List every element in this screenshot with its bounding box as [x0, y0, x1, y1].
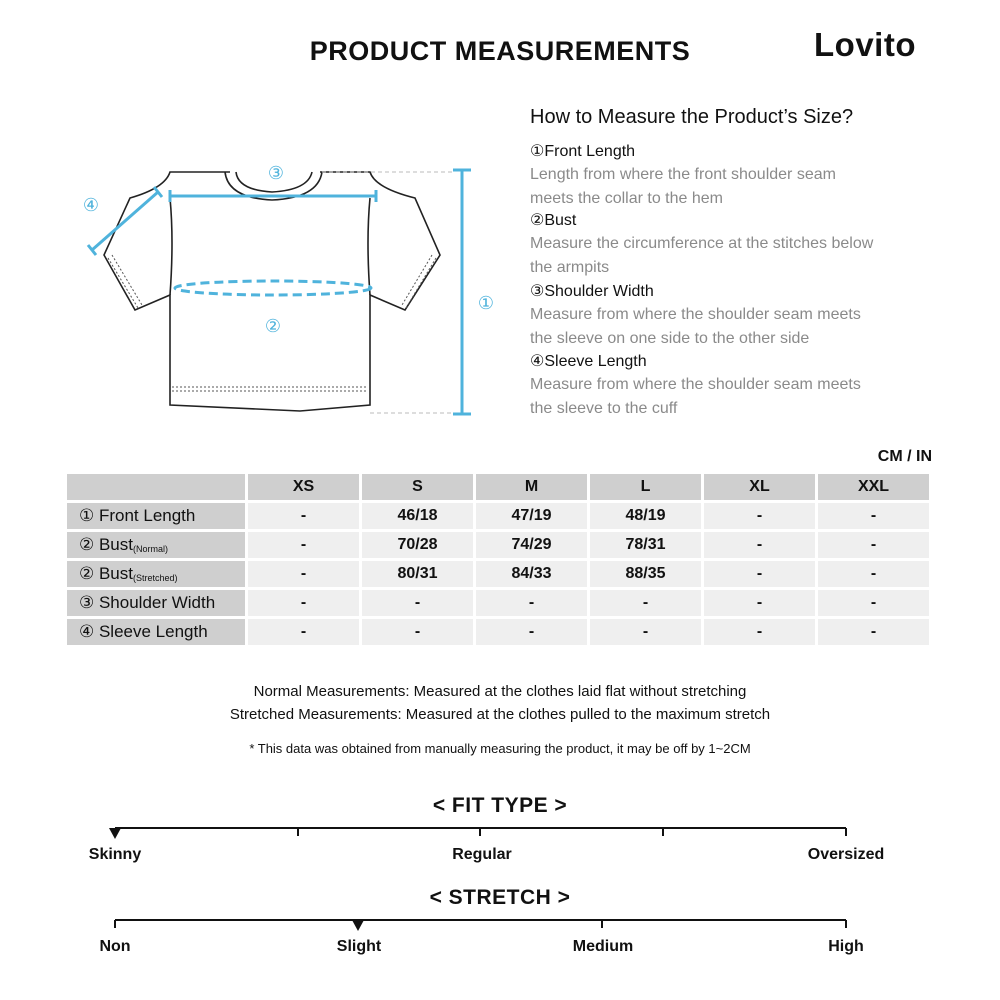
size-header: L — [590, 474, 701, 500]
guide-heading: ③Shoulder Width — [530, 283, 654, 300]
table-cell: - — [818, 532, 929, 558]
table-row — [67, 561, 929, 587]
table-cell: - — [818, 590, 929, 616]
table-cell: - — [248, 503, 359, 529]
guide-desc: the sleeve on one side to the other side — [530, 329, 810, 347]
table-cell: - — [704, 532, 815, 558]
table-cell: 46/18 — [362, 503, 473, 529]
stretch-title: < STRETCH > — [429, 886, 571, 909]
guide-desc: the armpits — [530, 258, 610, 276]
table-cell: - — [590, 590, 701, 616]
note-normal: Normal Measurements: Measured at the clothes laid flat without stretching — [253, 683, 747, 700]
row-label: ② Bust$_{(Stretched)}$ — [67, 561, 245, 587]
page-title: PRODUCT MEASUREMENTS — [309, 36, 691, 66]
table-cell: 48/19 — [590, 503, 701, 529]
guide-item-sleeve-length — [530, 351, 930, 420]
label-sleeve: ④ — [82, 195, 100, 215]
table-cell: - — [476, 590, 587, 616]
table-header-row — [67, 474, 929, 500]
table-cell: 74/29 — [476, 532, 587, 558]
table-cell: - — [704, 561, 815, 587]
brand-logo: Lovito — [814, 26, 916, 63]
table-cell: - — [818, 619, 929, 645]
measure-lines — [88, 170, 471, 414]
note-stretched: Stretched Measurements: Measured at the clothes pulled to the maximum stretch — [229, 706, 771, 723]
guide-desc: the sleeve to the cuff — [530, 399, 678, 417]
fit-label-skinny: Skinny — [88, 846, 142, 863]
size-header: XS — [248, 474, 359, 500]
guide-heading: ②Bust — [530, 212, 577, 229]
table-cell: - — [248, 561, 359, 587]
guide-item-shoulder-width — [530, 281, 930, 350]
stretch-label-high: High — [828, 938, 864, 955]
guide-title: How to Measure the Product’s Size? — [530, 106, 854, 128]
row-label: ② Bust$_{(Normal)}$ — [67, 532, 245, 558]
table-cell: - — [248, 590, 359, 616]
tshirt-outline — [104, 172, 440, 411]
stretch-label-medium: Medium — [572, 938, 634, 955]
stretch-label-slight: Slight — [336, 938, 382, 955]
table-cell: - — [704, 619, 815, 645]
table-row — [67, 590, 929, 616]
guide-item-bust — [530, 210, 930, 279]
table-cell: 78/31 — [590, 532, 701, 558]
guide-heading: ①Front Length — [530, 143, 636, 160]
units-label: CM / IN — [877, 448, 932, 465]
table-cell: 47/19 — [476, 503, 587, 529]
table-row — [67, 619, 929, 645]
label-front-length: ① — [477, 293, 495, 313]
size-header: XL — [704, 474, 815, 500]
guide-desc: meets the collar to the hem — [530, 189, 723, 207]
label-shoulder: ③ — [267, 163, 285, 183]
row-label: ④ Sleeve Length — [67, 619, 245, 645]
fit-type-title: < FIT TYPE > — [432, 794, 568, 817]
guide-heading: ④Sleeve Length — [530, 353, 647, 370]
fit-type-scale — [100, 820, 860, 844]
size-table — [64, 471, 932, 648]
table-cell: - — [362, 590, 473, 616]
table-cell: - — [476, 619, 587, 645]
table-cell: - — [818, 503, 929, 529]
guide-desc: Measure from where the shoulder seam meets — [530, 306, 861, 323]
table-cell: - — [704, 503, 815, 529]
table-row — [67, 532, 929, 558]
fit-label-regular: Regular — [452, 846, 512, 863]
guide-desc: Measure the circumference at the stitches below — [530, 235, 874, 252]
table-cell: - — [818, 561, 929, 587]
tshirt-diagram — [70, 150, 520, 430]
size-header: XXL — [818, 474, 929, 500]
guide-item-front-length — [530, 141, 930, 210]
size-header: M — [476, 474, 587, 500]
table-cell: 80/31 — [362, 561, 473, 587]
table-cell: - — [248, 532, 359, 558]
table-row — [67, 503, 929, 529]
row-label: ① Front Length — [67, 503, 245, 529]
table-cell: 88/35 — [590, 561, 701, 587]
fit-selected-marker — [109, 828, 121, 839]
label-bust: ② — [264, 316, 282, 336]
row-label: ③ Shoulder Width — [67, 590, 245, 616]
table-cell: - — [590, 619, 701, 645]
disclaimer: * This data was obtained from manually measuring the product, it may be off by 1~2CM — [249, 741, 751, 756]
table-cell: - — [704, 590, 815, 616]
table-cell: 84/33 — [476, 561, 587, 587]
table-cell: - — [362, 619, 473, 645]
table-cell: 70/28 — [362, 532, 473, 558]
stretch-label-non: Non — [99, 938, 131, 955]
stretch-selected-marker — [352, 920, 364, 931]
table-cell: - — [248, 619, 359, 645]
stretch-scale — [100, 912, 860, 936]
fit-label-oversized: Oversized — [807, 846, 885, 863]
guide-desc: Measure from where the shoulder seam meets — [530, 376, 861, 393]
size-header: S — [362, 474, 473, 500]
table-corner — [67, 474, 245, 500]
guide-desc: Length from where the front shoulder seam — [530, 166, 836, 183]
